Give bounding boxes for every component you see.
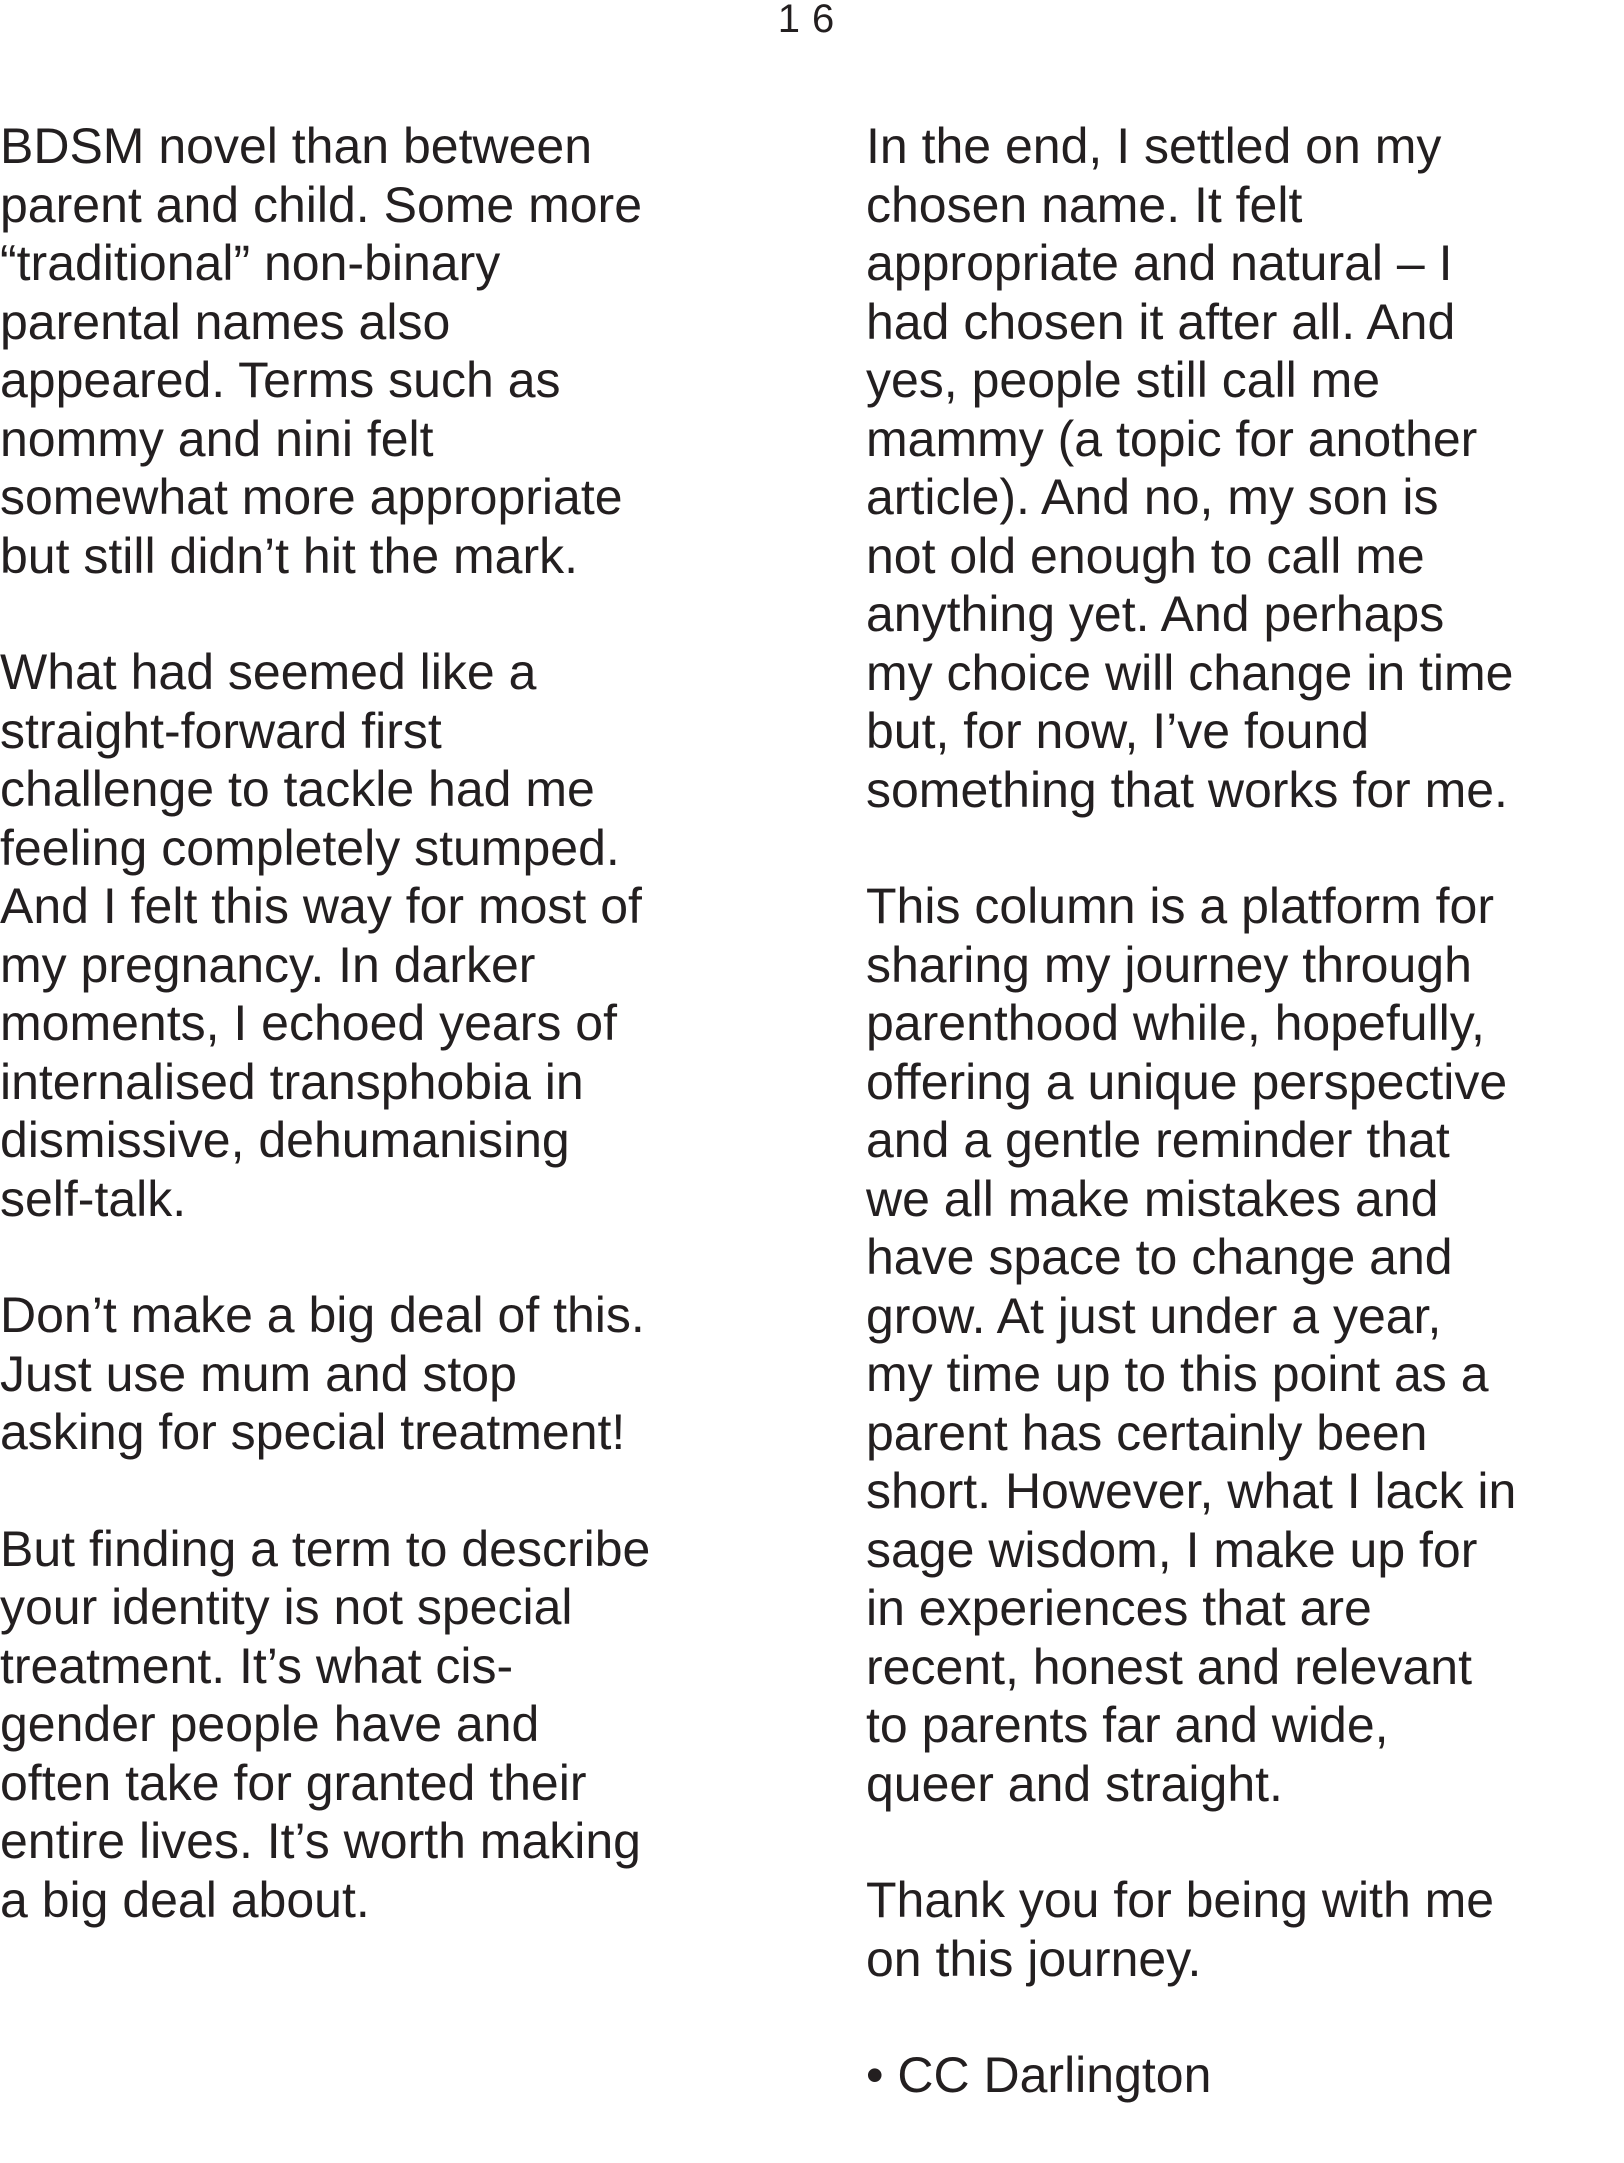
text-line: anything yet. And perhaps: [866, 586, 1445, 642]
text-line: short. However, what I lack in: [866, 1463, 1517, 1519]
text-line: but still didn’t hit the mark.: [0, 527, 579, 584]
text-line: entire lives. It’s worth making: [0, 1813, 641, 1869]
text-line: often take for granted their: [0, 1754, 587, 1811]
text-line: This column is a platform for: [866, 878, 1494, 934]
paragraph: [866, 877, 1624, 1813]
left-column: [0, 117, 770, 1987]
text-line: grow. At just under a year,: [866, 1287, 1442, 1344]
text-line: parental names also: [0, 293, 451, 350]
text-line: my time up to this point as a: [866, 1346, 1489, 1402]
text-line: Thank you for being with me: [866, 1872, 1495, 1928]
text-line: queer and straight.: [866, 1755, 1283, 1812]
text-line: But finding a term to describe: [0, 1520, 651, 1577]
paragraph: [0, 117, 770, 585]
text-line: dismissive, dehumanising: [0, 1112, 570, 1168]
paragraph: [866, 117, 1624, 819]
text-line: self-talk.: [0, 1170, 187, 1227]
text-line: a big deal about.: [0, 1871, 370, 1928]
text-line: my pregnancy. In darker: [0, 936, 536, 993]
text-line: sage wisdom, I make up for: [866, 1521, 1478, 1578]
text-line: In the end, I settled on my: [866, 118, 1442, 174]
text-line: parenthood while, hopefully,: [866, 995, 1485, 1051]
text-line: recent, honest and relevant: [866, 1638, 1472, 1695]
text-line: my choice will change in time: [866, 644, 1514, 701]
text-line: parent and child. Some more: [0, 176, 643, 233]
text-line: • CC Darlington: [866, 2047, 1212, 2103]
text-line: BDSM novel than between: [0, 118, 593, 174]
author-signoff: [866, 2046, 1624, 2105]
text-line: straight-forward first: [0, 702, 442, 759]
text-line: sharing my journey through: [866, 936, 1472, 993]
text-line: chosen name. It felt: [866, 176, 1303, 233]
text-line: challenge to tackle had me: [0, 761, 595, 817]
text-line: had chosen it after all. And: [866, 293, 1456, 350]
text-line: mammy (a topic for another: [866, 410, 1478, 467]
text-line: Just use mum and stop: [0, 1345, 517, 1402]
paragraph: [0, 643, 770, 1228]
page-number: 16: [777, 0, 847, 41]
text-line: appeared. Terms such as: [0, 352, 561, 408]
text-line: we all make mistakes and: [866, 1170, 1439, 1227]
text-line: article). And no, my son is: [866, 469, 1439, 525]
text-line: What had seemed like a: [0, 644, 537, 700]
right-column: [866, 117, 1624, 2163]
text-line: somewhat more appropriate: [0, 469, 623, 525]
text-line: parent has certainly been: [866, 1404, 1428, 1461]
text-line: Don’t make a big deal of this.: [0, 1287, 645, 1343]
text-line: but, for now, I’ve found: [866, 703, 1370, 759]
text-line: on this journey.: [866, 1930, 1202, 1987]
text-line: not old enough to call me: [866, 527, 1425, 584]
text-line: moments, I echoed years of: [0, 995, 617, 1051]
text-line: internalised transphobia in: [0, 1053, 584, 1110]
text-line: And I felt this way for most of: [0, 878, 642, 934]
text-line: have space to change and: [866, 1229, 1453, 1285]
paragraph: [0, 1520, 770, 1930]
text-line: feeling completely stumped.: [0, 819, 620, 876]
text-line: and a gentle reminder that: [866, 1112, 1450, 1168]
text-line: offering a unique perspective: [866, 1053, 1508, 1110]
text-line: “traditional” non-binary: [0, 235, 501, 291]
paragraph: [0, 1286, 770, 1462]
text-line: your identity is not special: [0, 1579, 573, 1635]
text-line: to parents far and wide,: [866, 1697, 1389, 1753]
text-line: nommy and nini felt: [0, 410, 434, 467]
text-line: gender people have and: [0, 1696, 540, 1752]
text-line: in experiences that are: [866, 1580, 1372, 1636]
paragraph: [866, 1871, 1624, 1988]
text-line: yes, people still call me: [866, 352, 1381, 408]
text-line: asking for special treatment!: [0, 1404, 626, 1460]
text-line: something that works for me.: [866, 761, 1508, 818]
text-line: appropriate and natural – I: [866, 235, 1453, 291]
text-line: treatment. It’s what cis-: [0, 1637, 514, 1694]
